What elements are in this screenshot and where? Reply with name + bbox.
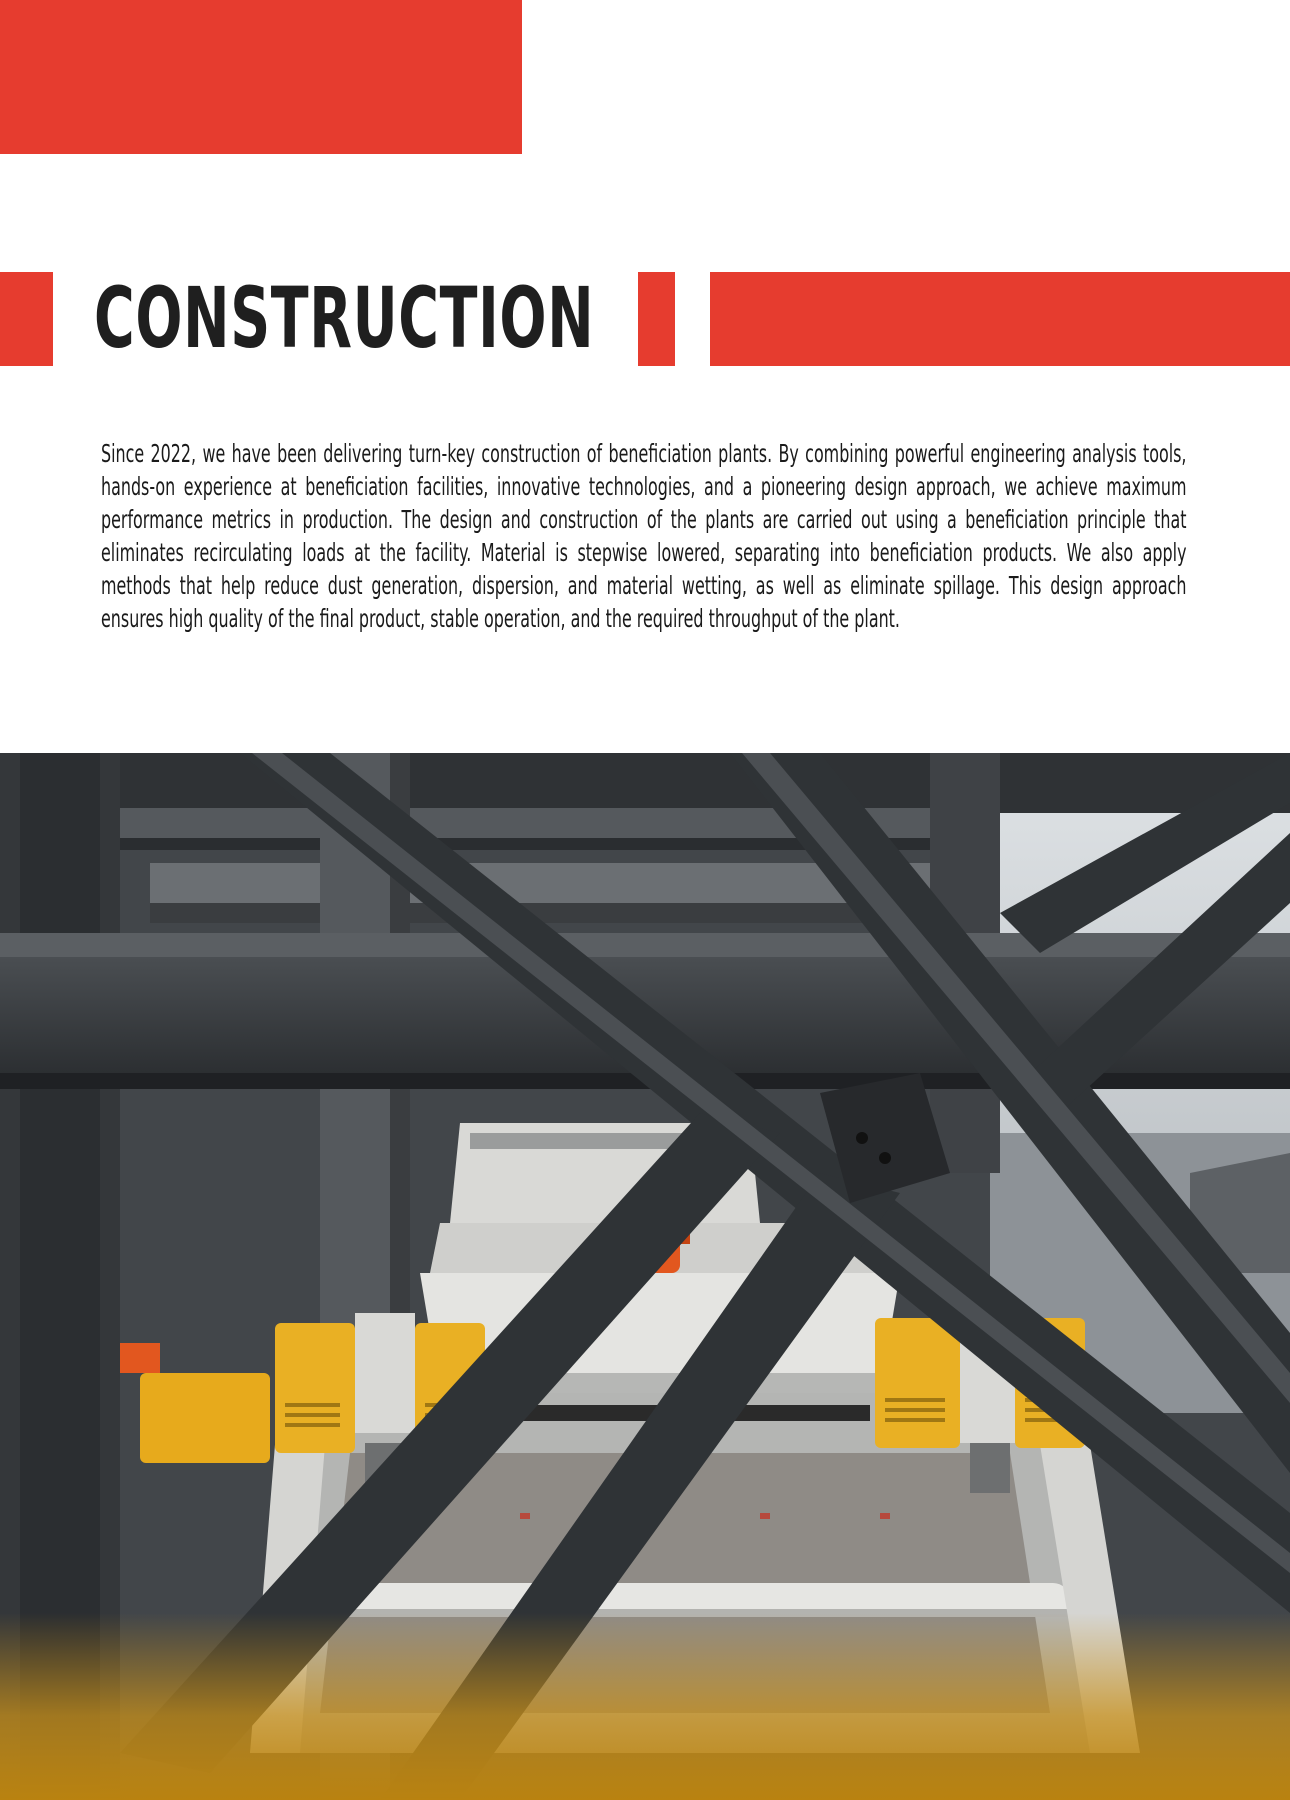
- top-accent-block: [0, 0, 522, 154]
- title-left-accent-bar: [0, 272, 53, 366]
- title-middle-accent-bar: [638, 272, 675, 366]
- intro-paragraph: Since 2022, we have been delivering turn-key construction of beneficiation plants. By combining powerful engineering analysis tools, hands-on experience at beneficiation facilities, innovative technologies, and a pioneering design approach, we achieve maximum performance metrics in production. The design and construction of the plants are carried out using a beneficiation principle that eliminates recirculating loads at the facility. Material is stepwise lowered, separating into beneficiation products. We also apply methods that help reduce dust generation, dispersion, and material wetting, as well as eliminate spillage. This design approach ensures high quality of the final product, stable operation, and the required throughput of the plant.: [101, 439, 1187, 633]
- title-right-accent-bar: [710, 272, 1290, 366]
- page-title: CONSTRUCTION: [94, 269, 595, 367]
- plant-construction-photo: [0, 753, 1290, 1800]
